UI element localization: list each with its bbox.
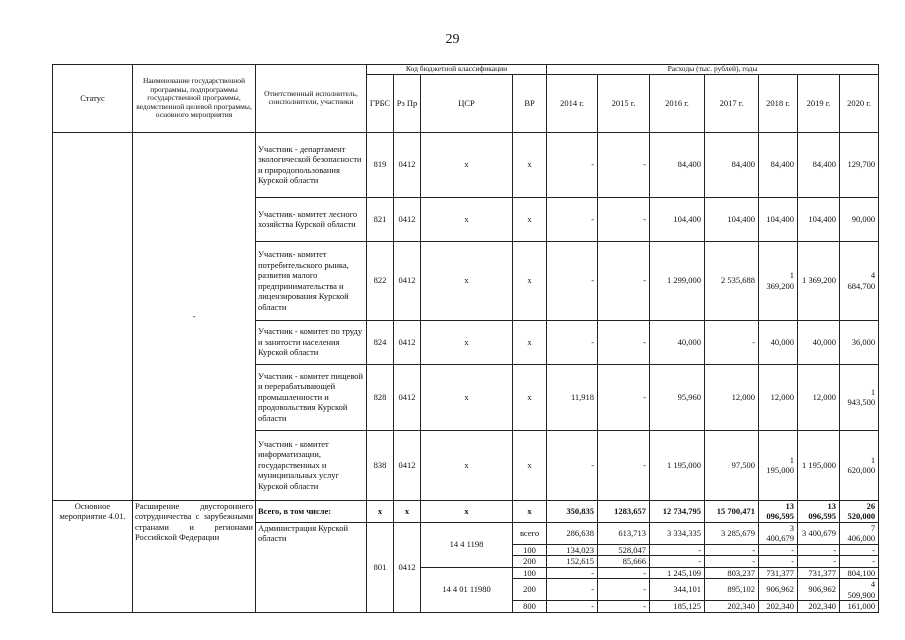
total-executor: Всего, в том числе: (256, 500, 367, 522)
value-cell: 3 400,679 (798, 522, 840, 544)
value-cell: - (705, 556, 759, 568)
value-cell: - (759, 556, 798, 568)
value-cell: 1 369,200 (798, 241, 840, 320)
vr-cell: 100 (513, 567, 547, 579)
value-cell: 1283,657 (598, 500, 650, 522)
table-row (53, 132, 879, 197)
measure-csr-a: 14 4 1198 (421, 522, 513, 567)
header-year: 2019 г. (798, 74, 840, 132)
value-cell: 95,960 (650, 364, 705, 430)
measure-grbs: 801 (367, 522, 394, 612)
value-cell: - (547, 197, 598, 241)
value-cell: 286,638 (547, 522, 598, 544)
rzpr-cell: 0412 (394, 241, 421, 320)
rzpr-cell: 0412 (394, 364, 421, 430)
value-cell: 906,962 (798, 579, 840, 601)
value-cell: - (598, 320, 650, 364)
grbs-cell: 828 (367, 364, 394, 430)
executor-cell: Участник - комитет информатизации, государственных и муниципальных услуг Курской области (256, 430, 367, 500)
value-cell: - (798, 556, 840, 568)
value-cell: 84,400 (798, 132, 840, 197)
status-cell-empty (53, 132, 133, 500)
value-cell: - (547, 579, 598, 601)
value-cell: - (598, 241, 650, 320)
value-cell: - (598, 601, 650, 613)
header-executor: Ответственный исполнитель, соисполнители, участники (256, 65, 367, 133)
value-cell: 185,125 (650, 601, 705, 613)
header-budget-code: Код бюджетной классификации (367, 65, 547, 75)
measure-rzpr: 0412 (394, 522, 421, 612)
value-cell: 344,101 (650, 579, 705, 601)
value-cell: 36,000 (840, 320, 879, 364)
value-cell: - (705, 544, 759, 556)
value-cell: 161,000 (840, 601, 879, 613)
value-cell: 15 700,471 (705, 500, 759, 522)
vr-cell: 200 (513, 556, 547, 568)
value-cell: 1 369,200 (759, 241, 798, 320)
vr-cell: 200 (513, 579, 547, 601)
header-year: 2016 г. (650, 74, 705, 132)
value-cell: - (598, 579, 650, 601)
grbs-cell: 822 (367, 241, 394, 320)
value-cell: 202,340 (798, 601, 840, 613)
csr-cell: х (421, 132, 513, 197)
value-cell: 2 535,688 (705, 241, 759, 320)
value-cell: 11,918 (547, 364, 598, 430)
value-cell: 40,000 (759, 320, 798, 364)
header-year: 2018 г. (759, 74, 798, 132)
value-cell: - (650, 544, 705, 556)
rzpr-cell: 0412 (394, 197, 421, 241)
measure-csr-b: 14 4 01 11980 (421, 567, 513, 612)
value-cell: 906,962 (759, 579, 798, 601)
vr-cell: х (513, 132, 547, 197)
grbs-cell: 821 (367, 197, 394, 241)
vr-cell: х (513, 320, 547, 364)
header-name: Наименование государственной программы, подпрограммы государственной программы, ведомственной целевой программы, основного мероприятия (133, 65, 256, 133)
grbs-cell: х (367, 500, 394, 522)
value-cell: - (598, 567, 650, 579)
measure-executor: Администрация Курской области (256, 522, 367, 612)
header-vr: ВР (513, 74, 547, 132)
grbs-cell: 838 (367, 430, 394, 500)
value-cell: 1 620,000 (840, 430, 879, 500)
vr-cell: всего (513, 522, 547, 544)
value-cell: 104,400 (705, 197, 759, 241)
value-cell: - (547, 320, 598, 364)
measure-status: Основное мероприятие 4.01. (53, 500, 133, 612)
csr-cell: х (421, 364, 513, 430)
value-cell: 104,400 (759, 197, 798, 241)
value-cell: 4 684,700 (840, 241, 879, 320)
value-cell: 895,102 (705, 579, 759, 601)
value-cell: 84,400 (650, 132, 705, 197)
value-cell: 4 509,900 (840, 579, 879, 601)
header-year: 2017 г. (705, 74, 759, 132)
vr-cell: 100 (513, 544, 547, 556)
value-cell: 12,000 (705, 364, 759, 430)
value-cell: 85,666 (598, 556, 650, 568)
value-cell: 134,023 (547, 544, 598, 556)
executor-cell: Участник- комитет лесного хозяйства Курской области (256, 197, 367, 241)
value-cell: - (798, 544, 840, 556)
value-cell: 90,000 (840, 197, 879, 241)
value-cell: 202,340 (759, 601, 798, 613)
executor-cell: Участник - департамент экологической безопасности и природопользования Курской области (256, 132, 367, 197)
value-cell: - (840, 556, 879, 568)
executor-cell: Участник - комитет по труду и занятости населения Курской области (256, 320, 367, 364)
header-csr: ЦСР (421, 74, 513, 132)
value-cell: 731,377 (759, 567, 798, 579)
value-cell: 350,835 (547, 500, 598, 522)
value-cell: - (547, 430, 598, 500)
header-year: 2020 г. (840, 74, 879, 132)
csr-cell: х (421, 197, 513, 241)
value-cell: - (547, 132, 598, 197)
csr-cell: х (421, 241, 513, 320)
value-cell: - (840, 544, 879, 556)
rzpr-cell: 0412 (394, 132, 421, 197)
value-cell: 26 520,000 (840, 500, 879, 522)
value-cell: 202,340 (705, 601, 759, 613)
measure-name: Расширение двустороннего сотрудничества с зарубежными странами и регионами Российской Федерации (133, 500, 256, 612)
rzpr-cell: 0412 (394, 320, 421, 364)
vr-cell: х (513, 500, 547, 522)
value-cell: - (705, 320, 759, 364)
value-cell: 13 096,595 (798, 500, 840, 522)
vr-cell: 800 (513, 601, 547, 613)
value-cell: 40,000 (650, 320, 705, 364)
name-cell-continued: - (133, 132, 256, 500)
value-cell: 731,377 (798, 567, 840, 579)
value-cell: 12,000 (798, 364, 840, 430)
value-cell: 84,400 (759, 132, 798, 197)
rzpr-cell: 0412 (394, 430, 421, 500)
value-cell: 1 299,000 (650, 241, 705, 320)
value-cell: - (598, 197, 650, 241)
value-cell: 40,000 (798, 320, 840, 364)
csr-cell: х (421, 430, 513, 500)
value-cell: 804,100 (840, 567, 879, 579)
value-cell: - (650, 556, 705, 568)
value-cell: 3 400,679 (759, 522, 798, 544)
value-cell: 129,700 (840, 132, 879, 197)
grbs-cell: 819 (367, 132, 394, 197)
value-cell: 613,713 (598, 522, 650, 544)
value-cell: - (598, 132, 650, 197)
value-cell: 1 195,000 (798, 430, 840, 500)
value-cell: 104,400 (798, 197, 840, 241)
value-cell: 528,047 (598, 544, 650, 556)
csr-cell: х (421, 500, 513, 522)
grbs-cell: 824 (367, 320, 394, 364)
page-number: 29 (445, 32, 460, 47)
header-year: 2015 г. (598, 74, 650, 132)
value-cell: 1 245,109 (650, 567, 705, 579)
value-cell: 97,500 (705, 430, 759, 500)
value-cell: 3 285,679 (705, 522, 759, 544)
executor-cell: Участник- комитет потребительского рынка, развития малого предпринимательства и лицензирования Курской области (256, 241, 367, 320)
value-cell: 13 096,595 (759, 500, 798, 522)
value-cell: 1 195,000 (759, 430, 798, 500)
value-cell: - (759, 544, 798, 556)
value-cell: 1 195,000 (650, 430, 705, 500)
vr-cell: х (513, 430, 547, 500)
budget-table (52, 64, 879, 613)
value-cell: 7 406,000 (840, 522, 879, 544)
csr-cell: х (421, 320, 513, 364)
value-cell: - (547, 567, 598, 579)
value-cell: 12,000 (759, 364, 798, 430)
header-expenses: Расходы (тыс. рублей), годы (547, 65, 879, 75)
header-grbs: ГРБС (367, 74, 394, 132)
value-cell: 104,400 (650, 197, 705, 241)
value-cell: - (598, 430, 650, 500)
value-cell: 152,615 (547, 556, 598, 568)
header-rzpr: Рз Пр (394, 74, 421, 132)
value-cell: 803,237 (705, 567, 759, 579)
header-status: Статус (53, 65, 133, 133)
table-row-total (53, 500, 879, 522)
value-cell: 12 734,795 (650, 500, 705, 522)
value-cell: - (547, 241, 598, 320)
executor-cell: Участник - комитет пищевой и перерабатывающей промышленности и продовольствия Курской области (256, 364, 367, 430)
vr-cell: х (513, 197, 547, 241)
rzpr-cell: х (394, 500, 421, 522)
vr-cell: х (513, 241, 547, 320)
value-cell: 3 334,335 (650, 522, 705, 544)
value-cell: 1 943,500 (840, 364, 879, 430)
vr-cell: х (513, 364, 547, 430)
value-cell: 84,400 (705, 132, 759, 197)
value-cell: - (547, 601, 598, 613)
header-year: 2014 г. (547, 74, 598, 132)
value-cell: - (598, 364, 650, 430)
